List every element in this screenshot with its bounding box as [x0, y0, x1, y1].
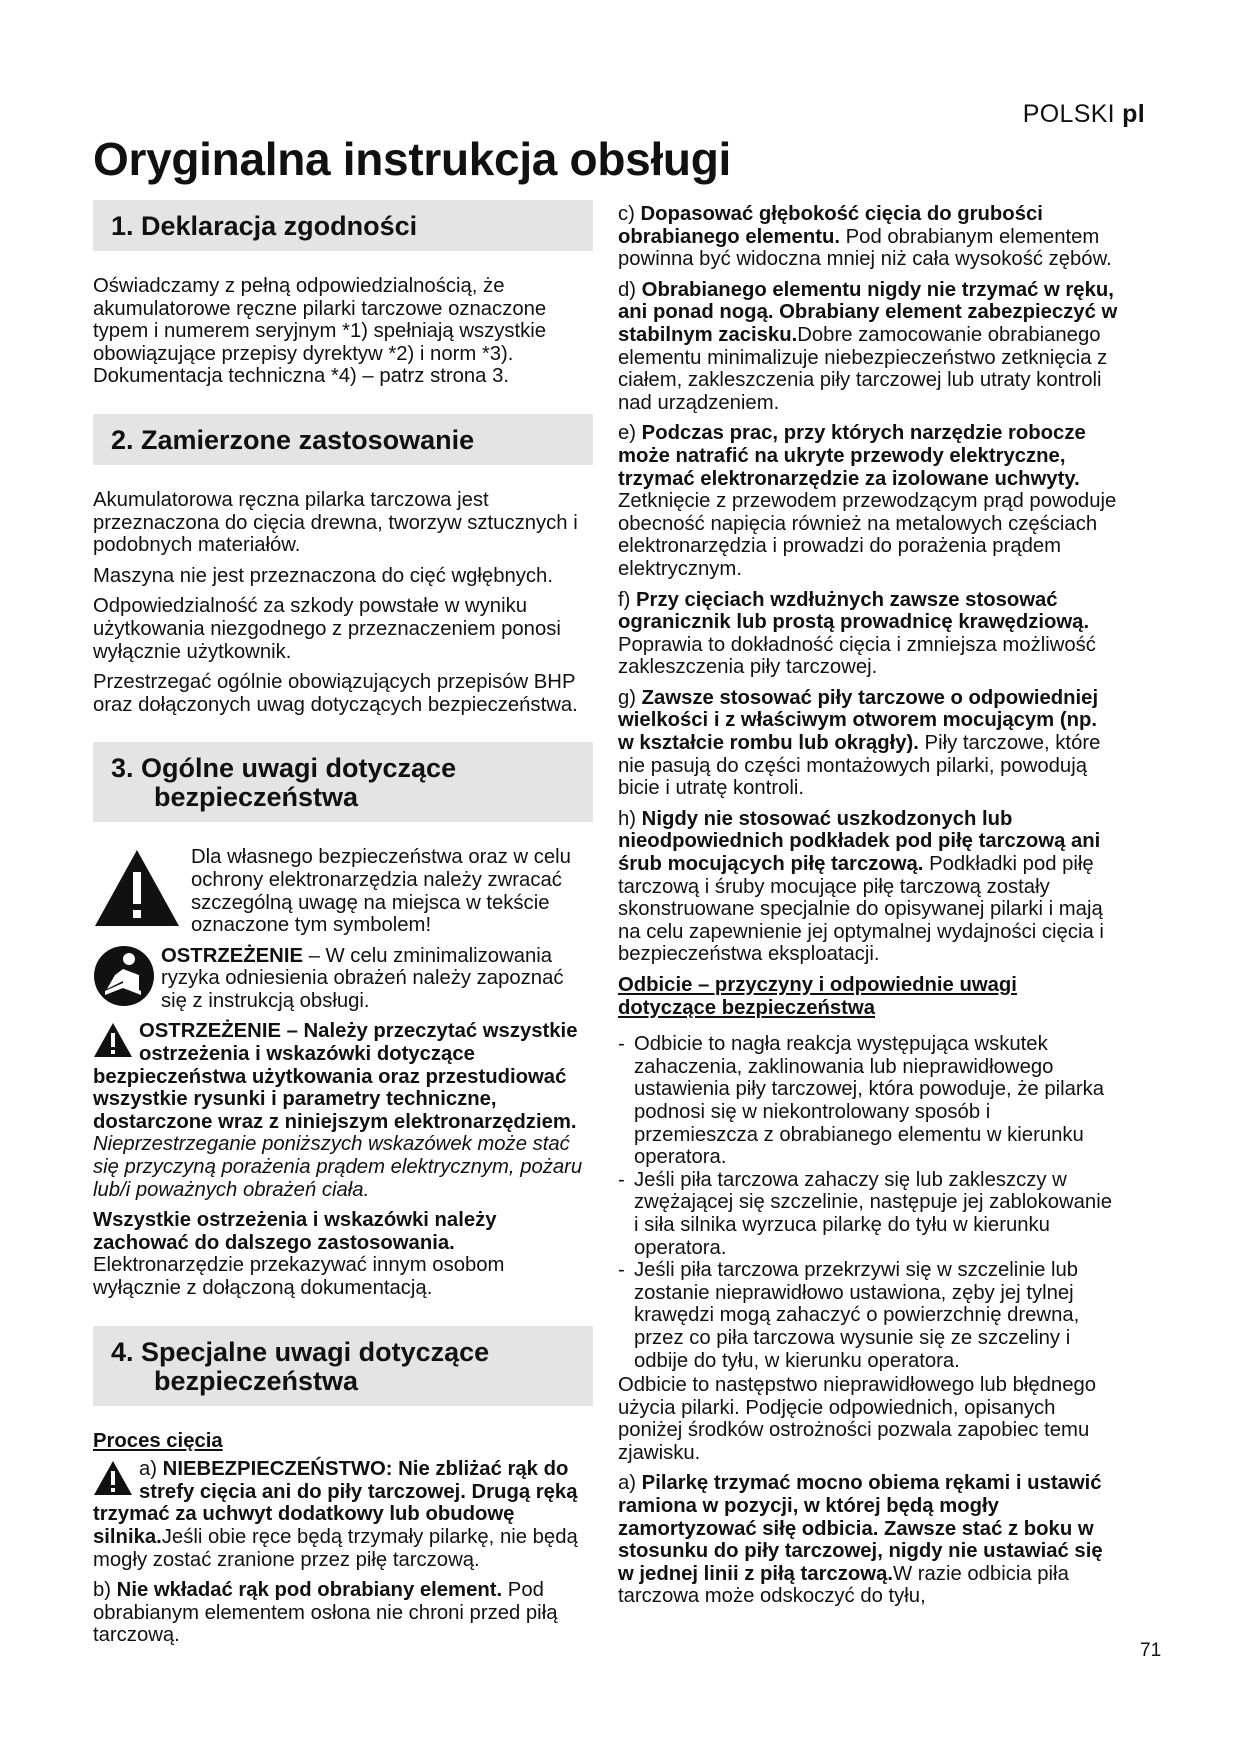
item-e-text: [618, 422, 1118, 580]
language-header: [1023, 100, 1145, 129]
item-c-rest: Pod obrabianym elementem powinna być widoczna mniej niż cała wysokość zębów.: [618, 225, 1112, 271]
warning-triangle-icon: [93, 848, 181, 928]
item-c-bold: Dopasować głębokość cięcia do grubości obrabianego elementu.: [618, 203, 1043, 248]
danger-note: [93, 1458, 593, 1571]
kickback-item-a-bold: Pilarkę trzymać mocno obiema rękami i ustawić ramiona w pozycji, w której będą mogły zamortyzować siłę odbicia. Zawsze stać z boku w stosunku do piły tarczowej, nigdy nie ustawiać się w jednej linii z piłą tarczową.: [618, 1472, 1103, 1585]
item-g-label: g): [618, 686, 642, 709]
language-label: POLSKI: [1022, 100, 1115, 128]
item-h-text: [618, 808, 1118, 966]
item-g-bold: Zawsze stosować piły tarczowe o odpowiedniej wielkości i z właściwym otworem mocującym (np. w kształcie rombu lub okrągły).: [618, 686, 1099, 755]
item-d-bold: Obrabianego elementu nigdy nie trzymać w ręku, ani ponad nogą. Obrabiany element zabezpieczyć w stabilnym zacisku.: [618, 278, 1118, 346]
kickback-item-a-text: [618, 1472, 1118, 1608]
kickback-bullet-list: [618, 1033, 1118, 1372]
read-all-warnings-bold: OSTRZEŻENIE – Należy przeczytać wszystkie ostrzeżenia i wskazówki dotyczące bezpieczeństwa użytkowania oraz przestudiować wszystkie rysunki i parametry techniczne, dostarczone wraz z niniejszym elektronarzędziem.: [93, 1020, 578, 1133]
section-2-paragraph-1: Akumulatorowa ręczna pilarka tarczowa jest przeznaczona do cięcia drewna, tworzyw sztucznych i podobnych materiałów.: [93, 488, 578, 557]
item-a-bold: NIEBEZPIECZEŃSTWO: Nie zbliżać rąk do strefy cięcia ani do piły tarczowej. Drugą ręką trzymać za uchwyt dodatkowy lub obudowę silnika.: [93, 1458, 578, 1548]
read-manual-warning-text: – W celu zminimalizowania ryzyka odniesienia obrażeń należy zapoznać się z instrukcją obsługi.: [161, 944, 564, 1012]
read-manual-note: [93, 945, 593, 1021]
section-4-heading: [93, 1326, 593, 1406]
section-1-text: Oświadczamy z pełną odpowiedzialnością, że akumulatorowe ręczne pilarki tarczowe oznaczone typem i numerem seryjnym *1) spełniają wszystkie obowiązujące przepisy dyrektyw *2) i norm *3). Dokumentacja techniczna *4) – patrz strona 3.: [93, 275, 547, 388]
keep-warnings-text: [93, 1209, 593, 1299]
item-g-text: [618, 687, 1118, 800]
item-a-label: a): [139, 1458, 163, 1481]
page-title: Oryginalna instrukcja obsługi: [93, 133, 731, 185]
section-2-heading: 2. Zamierzone zastosowanie: [93, 414, 593, 465]
kickback-subheading: Odbicie – przyczyny i odpowiednie uwagi dotyczące bezpieczeństwa: [618, 974, 1017, 1019]
read-manual-warning-label: OSTRZEŻENIE: [161, 944, 303, 967]
section-2-paragraph-2: Maszyna nie jest przeznaczona do cięć wgłębnych.: [93, 564, 553, 587]
item-d-text: [618, 279, 1118, 415]
section-3-heading-line-2: bezpieczeństwa: [154, 782, 359, 813]
warning-triangle-icon: [93, 1460, 133, 1496]
cutting-process-subheading: Proces cięcia: [93, 1429, 223, 1452]
item-f-text: [618, 589, 1118, 679]
warning-triangle-icon: [93, 1022, 133, 1058]
section-4-heading-line-2: bezpieczeństwa: [154, 1365, 359, 1396]
item-e-bold: Podczas prac, przy których narzędzie robocze może natrafić na ukryte przewody elektryczne, trzymać elektronarzędzie za izolowane uchwyty.: [618, 422, 1086, 490]
section-3-heading-line-1: 3. Ogólne uwagi dotyczące: [111, 753, 457, 784]
item-c-text: [618, 203, 1118, 271]
kickback-bullet-3: - Jeśli piła tarczowa przekrzywi się w szczelinie lub zostanie nieprawidłowo ustawiona, zęby jej tylnej krawędzi mogą zahaczyć o powierzchnię drewna, przez co piła tarczowa wysunie się ze szczeliny i odbije do tyłu, w kierunku operatora.: [618, 1259, 1118, 1372]
item-h-rest: Podkładki pod piłę tarczową i śruby mocujące piłę tarczową zostały skonstruowane specjalnie do opisywanej pilarki i mają na celu zapewnienie jej optymalnej wydajności cięcia i bezpieczeństwa eksploatacji.: [618, 853, 1104, 966]
kickback-bullet-1: - Odbicie to nagła reakcja występująca wskutek zahaczenia, zaklinowania lub nieprawidłowego ustawienia piły tarczowej, która powoduje, że pilarka podnosi się w niekontrolowany sposób i przemieszcza z obrabianego elementu w kierunku operatora.: [618, 1033, 1118, 1169]
kickback-bullet-2: - Jeśli piła tarczowa zahaczy się lub zakleszczy w zwężającej się szczelinie, następuje jej zablokowanie i siła silnika wyrzuca pilarkę do tyłu w kierunku operatora.: [618, 1169, 1118, 1259]
page-number: 71: [1140, 1640, 1162, 1661]
item-a-text: [93, 1458, 593, 1571]
item-b-rest: Pod obrabianym elementem osłona nie chroni przed piłą tarczową.: [93, 1579, 558, 1647]
read-all-warnings-text: [93, 1020, 593, 1201]
item-d-rest: Dobre zamocowanie obrabianego elementu minimalizuje niebezpieczeństwo zetknięcia z ciałem, zakleszczenia piły tarczowej lub utraty kontroli nad urządzeniem.: [618, 323, 1108, 414]
item-f-label: f): [618, 588, 637, 611]
left-column: [93, 200, 593, 1655]
item-c-label: c): [618, 203, 641, 225]
item-h-label: h): [618, 807, 642, 830]
keep-warnings-bold: Wszystkie ostrzeżenia i wskazówki należy zachować do dalszego zastosowania.: [93, 1209, 497, 1254]
kickback-item-a-label: a): [618, 1472, 642, 1495]
section-2-paragraph-4: Przestrzegać ogólnie obowiązujących przepisów BHP oraz dołączonych uwag dotyczących bezpieczeństwa.: [93, 671, 578, 716]
section-4-heading-line-1: 4. Specjalne uwagi dotyczące: [111, 1336, 490, 1367]
keep-warnings-rest: Elektronarzędzie przekazywać innym osobom wyłącznie z dołączoną dokumentacją.: [93, 1254, 505, 1299]
item-g-rest: Piły tarczowe, które nie pasują do części montażowych pilarki, powodują bicie i utratę kontroli.: [618, 732, 1101, 800]
section-2-paragraph-3: Odpowiedzialność za szkody powstałe w wyniku użytkowania niezgodnego z przeznaczeniem ponosi wyłącznie użytkownik.: [93, 595, 561, 663]
kickback-paragraph: Odbicie to następstwo nieprawidłowego lub błędnego użycia pilarki. Podjęcie odpowiednich, opisanych poniżej środków ostrożności pozwala zapobiec temu zjawisku.: [618, 1374, 1097, 1464]
right-column: [618, 203, 1118, 1616]
item-a-rest: Jeśli obie ręce będą trzymały pilarkę, nie będą mogły zostać zranione przez piłę tarczową.: [93, 1525, 578, 1571]
section-1-heading: 1. Deklaracja zgodności: [93, 200, 593, 251]
section-3-heading: [93, 742, 593, 822]
general-warning-note: [93, 846, 593, 944]
read-all-warnings-note: [93, 1020, 593, 1201]
read-all-warnings-italic: Nieprzestrzeganie poniższych wskazówek może stać się przyczyną porażenia prądem elektrycznym, pożaru lub/i poważnych obrażeń ciała.: [93, 1133, 583, 1201]
item-f-rest: Poprawia to dokładność cięcia i zmniejsza możliwość zakleszczenia piły tarczowej.: [618, 633, 1096, 679]
language-code: pl: [1122, 100, 1145, 128]
item-e-label: e): [618, 422, 642, 445]
read-manual-text: [93, 945, 593, 1013]
kickback-item-a-rest: W razie odbicia piła tarczowa może odskoczyć do tyłu,: [618, 1562, 1069, 1608]
warning-symbol-text: Dla własnego bezpieczeństwa oraz w celu ochrony elektronarzędzia należy zwracać szczególną uwagę na miejsca w tekście oznaczone tym symbolem!: [191, 846, 571, 937]
item-h-bold: Nigdy nie stosować uszkodzonych lub nieodpowiednich podkładek pod piłę tarczową ani śrub mocujących piłę tarczową.: [618, 807, 1101, 876]
item-f-bold: Przy cięciach wzdłużnych zawsze stosować ogranicznik lub prostą prowadnicę krawędziową.: [618, 588, 1090, 634]
item-e-rest: Zetknięcie z przewodem przewodzącym prąd powoduje obecność napięcia również na metalowych częściach elektronarzędzia i prowadzi do porażenia prądem elektrycznym.: [618, 490, 1117, 580]
item-d-label: d): [618, 278, 642, 301]
item-b-text: [93, 1579, 593, 1647]
read-manual-icon: [93, 945, 155, 1013]
item-b-bold: Nie wkładać rąk pod obrabiany element.: [116, 1579, 503, 1602]
item-b-label: b): [93, 1579, 117, 1602]
